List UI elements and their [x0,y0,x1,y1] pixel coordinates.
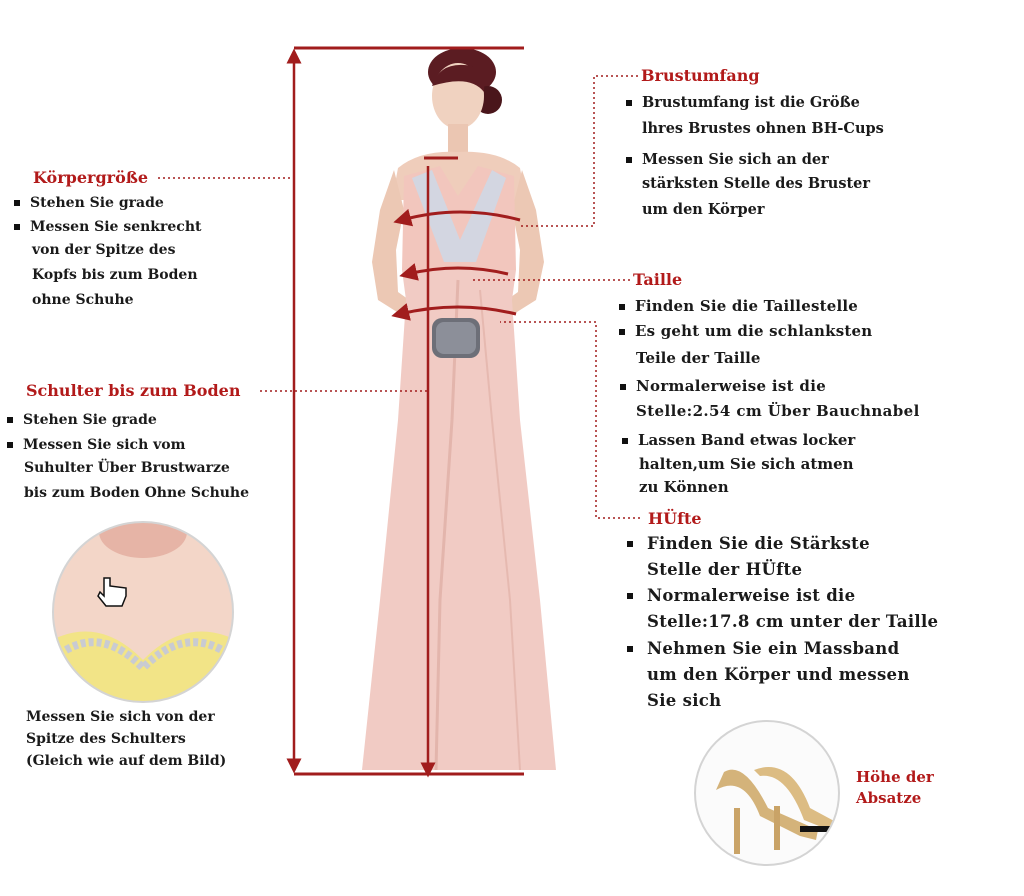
brustumfang-list-2 [624,147,829,172]
list-item-continuation: Suhulter Über Brustwarze [24,460,230,476]
huefte-continuation-1 [647,557,802,583]
list-item-continuation: um den Körper [642,200,765,218]
koerpergroesse-continuation [32,238,198,313]
koerpergroesse-list [12,191,201,239]
absatz-line: Höhe der [856,768,934,786]
absatz-line: Absatze [856,789,922,807]
brustumfang-continuation-2 [642,171,870,222]
huefte-list-2 [625,583,855,609]
list-item: Finden Sie die Stärkste [625,531,870,557]
list-item-continuation: Kopfs bis zum Boden [32,267,198,283]
huefte-heading: HÜfte [648,509,702,528]
brustumfang-continuation-1 [642,116,884,141]
schulter-list [5,408,185,458]
list-item: Nehmen Sie ein Massband [625,636,899,662]
taille-continuation-3 [639,453,854,499]
list-item-continuation: zu Können [639,478,729,496]
list-item: Stehen Sie grade [5,408,185,433]
list-item-continuation: Stelle der HÜfte [647,560,803,579]
note-line: Messen Sie sich von der [26,709,215,725]
list-item-continuation: bis zum Boden Ohne Schuhe [24,485,250,501]
neckline-note [26,706,226,772]
list-item: Brustumfang ist die Größe [624,90,860,115]
heel-detail-circle [694,720,840,866]
huefte-continuation-3 [647,662,910,714]
note-line: (Gleich wie auf dem Bild) [26,753,227,769]
schulter-continuation [24,456,249,506]
koerpergroesse-heading: Körpergröße [33,168,149,187]
list-item: Finden Sie die Taillestelle [617,294,872,319]
list-item-continuation: um den Körper und messen [647,665,910,684]
huefte-list-3 [625,636,899,662]
absatz-label [856,767,934,809]
note-line: Spitze des Schulters [26,731,186,747]
list-item: Messen Sie senkrecht [12,215,201,239]
list-item-continuation: lhres Brustes ohnen BH-Cups [642,120,884,137]
taille-list-2 [618,374,826,399]
list-item-continuation: Teile der Taille [636,349,761,367]
list-item-continuation: stärksten Stelle des Bruster [642,175,871,192]
brustumfang-list [624,90,860,115]
model-figure [362,48,556,770]
list-item: Normalerweise ist die [625,583,855,609]
huefte-list-1 [625,531,870,557]
list-item-continuation: Stelle:17.8 cm unter der Taille [647,612,939,631]
list-item: Lassen Band etwas locker [620,428,855,453]
list-item: Stehen Sie grade [12,191,201,215]
huefte-continuation-2 [647,609,938,635]
list-item: Messen Sie sich an der [624,147,829,172]
list-item: Es geht um die schlanksten [617,319,872,344]
brustumfang-heading: Brustumfang [641,66,760,85]
taille-list-1 [617,294,872,344]
list-item-continuation: von der Spitze des [32,242,176,258]
taille-list-3 [620,428,855,453]
taille-continuation-2 [636,400,920,422]
list-item: Normalerweise ist die [618,374,826,399]
list-item-continuation: halten,um Sie sich atmen [639,455,854,473]
neckline-detail-circle [50,506,240,712]
list-item-continuation: Stelle:2.54 cm Über Bauchnabel [636,402,920,420]
list-item-continuation: Sie sich [647,691,722,710]
taille-heading: Taille [633,270,683,289]
taille-continuation-1 [636,347,760,369]
list-item-continuation: ohne Schuhe [32,292,134,308]
list-item: Messen Sie sich vom [5,433,185,458]
schulter-heading: Schulter bis zum Boden [26,381,241,400]
